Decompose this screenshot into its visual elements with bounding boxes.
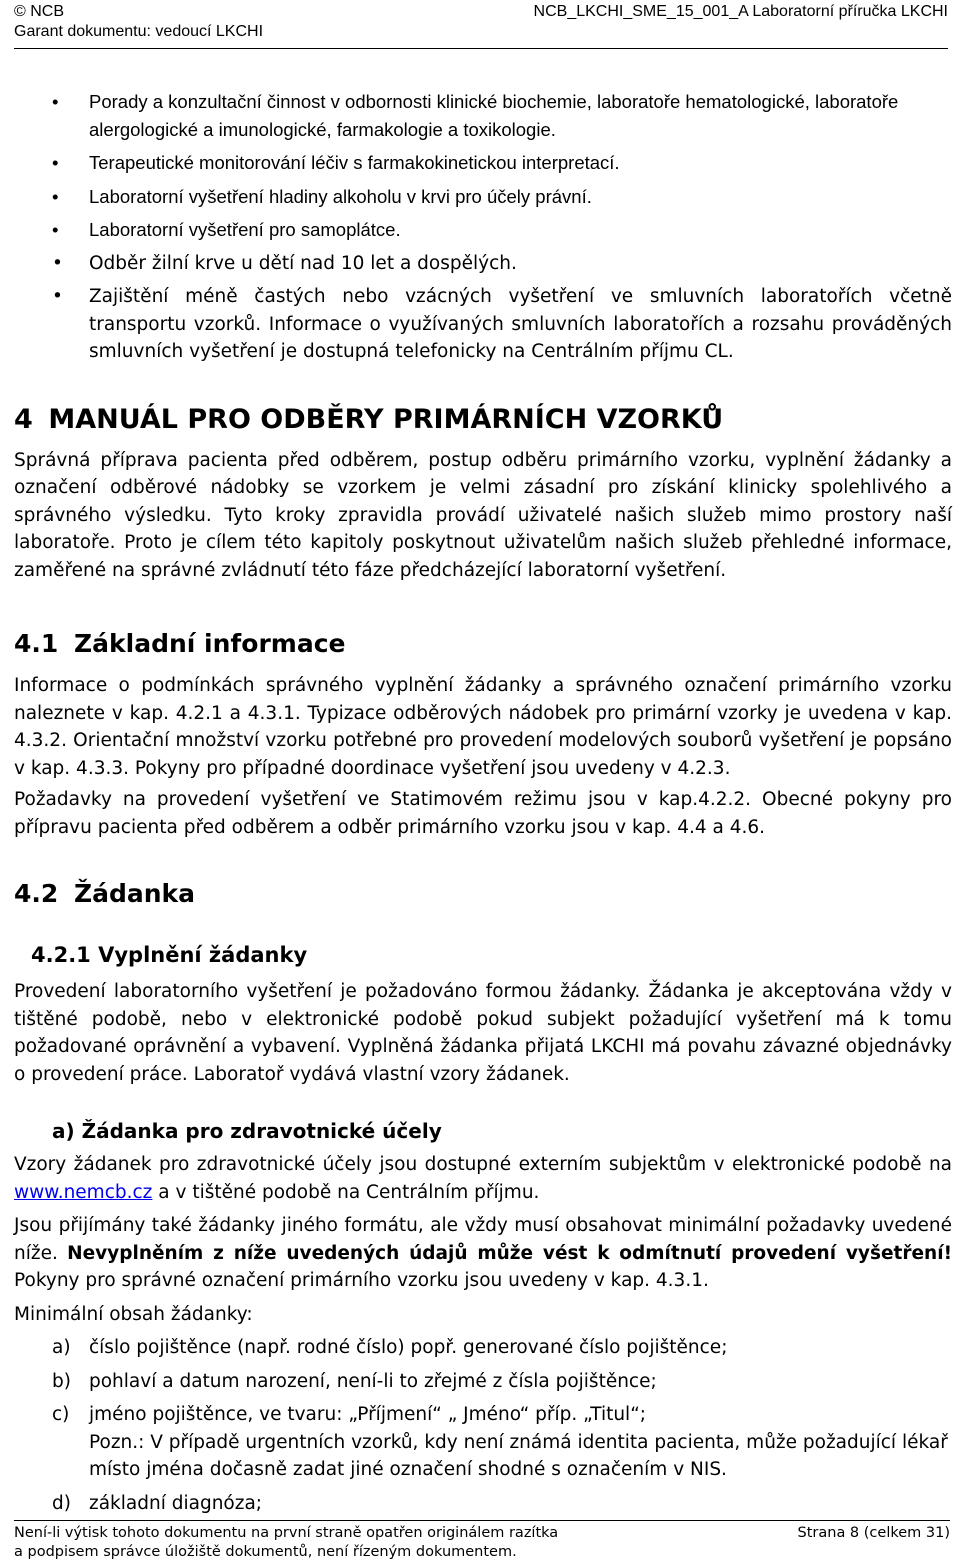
page-header [14,0,948,49]
list-text: pohlaví a datum narození, není-li to zřejmé z čísla pojištěnce; [89,1370,657,1392]
page-number: Strana 8 (celkem 31) [797,1525,950,1541]
services-list [14,88,952,366]
footer-note-line-2: a podpisem správce úložiště dokumentů, není řízeným dokumentem. [14,1544,517,1560]
document-guarantor: Garant dokumentu: vedoucí LKCHI [14,23,264,40]
paragraph-text: Vzory žádanek pro zdravotnické účely jsou dostupné externím subjektům v elektronické podobě na [14,1154,952,1175]
section-4-1-heading [14,628,952,660]
section-4-1-paragraph-2: Požadavky na provedení vyšetření ve Statimovém režimu jsou v kap.4.2.2. Obecné pokyny pro přípravu pacienta před odběrem a odběr primárního vzorku jsou v kap. 4.4 a 4.6. [14,789,952,838]
section-number: 4 [14,403,33,435]
copyright-text: © NCB [14,3,65,20]
list-item [14,1334,952,1362]
warning-text: Nevyplněním z níže uvedených údajů může vést k odmítnutí provedení vyšetření! [67,1242,953,1264]
section-number: 4.1 [14,629,59,658]
section-4-text: Správná příprava pacienta před odběrem, postup odběru primárního vzorku, vyplnění žádanky a označení odběrové nádobky se vzorkem je velmi zásadní pro získání klinicky spolehlivého a správného výsledku. Tyto kroky zpravidla provádí uživatelé našich služeb mimo prostory naší laboratoře. Proto je cílem této kapitoly poskytnout uživatelům našich služeb přehledné informace, zaměřené na správné zvládnutí této fáze předcházející laboratorní vyšetření. [14,449,952,581]
page-content [14,88,952,1523]
paragraph-text: Jsou přijímány také žádanky jiného formátu, ale vždy musí obsahovat minimální požadavky uvedené níže. [14,1215,952,1264]
list-item: • Porady a konzultační činnost v odbornosti klinické biochemie, laboratoře hematologické, laboratoře alergologické a imunologické, farmakologie a toxikologie. [14,88,952,143]
list-marker: c) [52,1404,70,1425]
section-number: 4.2 [14,879,59,908]
list-item: • Odběr žilní krve u dětí nad 10 let a dospělých. [14,250,952,278]
list-item [14,1368,952,1396]
section-4-2-1-text: Provedení laboratorního vyšetření je požadováno formou žádanky. Žádanka je akceptována vždy v tištěné podobě, nebo v elektronické podobě pokud subjekt požadující vyšetření má k tomu požadované oprávnění a vybavení. Vyplněná žádanka přijatá LKCHI má povahu závazné objednávky o provedení práce. Laboratoř vydává vlastní vzory žádanek. [14,981,952,1085]
section-title: Žádanka [74,879,196,908]
list-text: číslo pojištěnce (např. rodné číslo) popř. generované číslo pojištěnce; [89,1337,728,1358]
list-item: • Zajištění méně častých nebo vzácných vyšetření ve smluvních laboratořích včetně transportu vzorků. Informace o využívaných smluvních laboratořích a rozsahu prováděných smluvních vyšetření je dostupná telefonicky na Centrálním příjmu CL. [14,283,952,366]
section-title: Základní informace [74,629,346,658]
section-4-2-heading [14,878,952,910]
subsection-a-heading: a) Žádanka pro zdravotnické účely [52,1119,442,1143]
list-item: • Laboratorní vyšetření hladiny alkoholu v krvi pro účely právní. [14,183,952,211]
list-text: základní diagnóza; [89,1492,263,1514]
subsection-a-paragraph-2 [14,1212,952,1295]
list-note: Pozn.: V případě urgentních vzorků, kdy není známá identita pacienta, může požadující lékař místo jména dočasně zadat jiné označení shodné s označením v NIS. [89,1431,948,1480]
list-item [14,1490,952,1518]
minimal-content-label: Minimální obsah žádanky: [14,1303,253,1325]
list-item: • Terapeutické monitorování léčiv s farmakokinetickou interpretací. [14,149,952,177]
minimal-content-list [14,1334,952,1517]
list-item [14,1401,952,1484]
section-4-1-paragraph-1: Informace o podmínkách správného vyplnění žádanky a správného označení primárního vzorku naleznete v kap. 4.2.1 a 4.3.1. Typizace odběrových nádobek pro primární vzorky je uvedena v kap. 4.3.2. Orientační množství vzorku potřebné pro provedení modelových souborů vyšetření je popsáno v kap. 4.3.3. Pokyny pro případné doordinace vyšetření jsou uvedeny v 4.2.3. [14,675,952,779]
paragraph-text: Pokyny pro správné označení primárního vzorku jsou uvedeny v kap. 4.3.1. [14,1270,709,1291]
list-marker: b) [52,1370,71,1392]
subsection-a-paragraph-1 [14,1151,952,1206]
list-marker: d) [52,1492,71,1514]
nemcb-link[interactable]: www.nemcb.cz [14,1181,153,1203]
section-4-heading [14,403,952,437]
page-footer [14,1520,950,1562]
list-text: jméno pojištěnce, ve tvaru: „Příjmení“ „ Jméno“ příp. „Titul“; [89,1404,647,1425]
list-marker: a) [52,1337,71,1358]
document-id: NCB_LKCHI_SME_15_001_A Laboratorní příručka LKCHI [533,3,948,20]
section-title: MANUÁL PRO ODBĚRY PRIMÁRNÍCH VZORKŮ [48,403,724,435]
footer-note-line-1: Není-li výtisk tohoto dokumentu na první straně opatřen originálem razítka [14,1525,559,1541]
paragraph-text: a v tištěné podobě na Centrálním příjmu. [152,1181,540,1203]
section-4-2-1-heading: 4.2.1 Vyplnění žádanky [31,943,308,967]
list-item: • Laboratorní vyšetření pro samoplátce. [14,216,952,244]
